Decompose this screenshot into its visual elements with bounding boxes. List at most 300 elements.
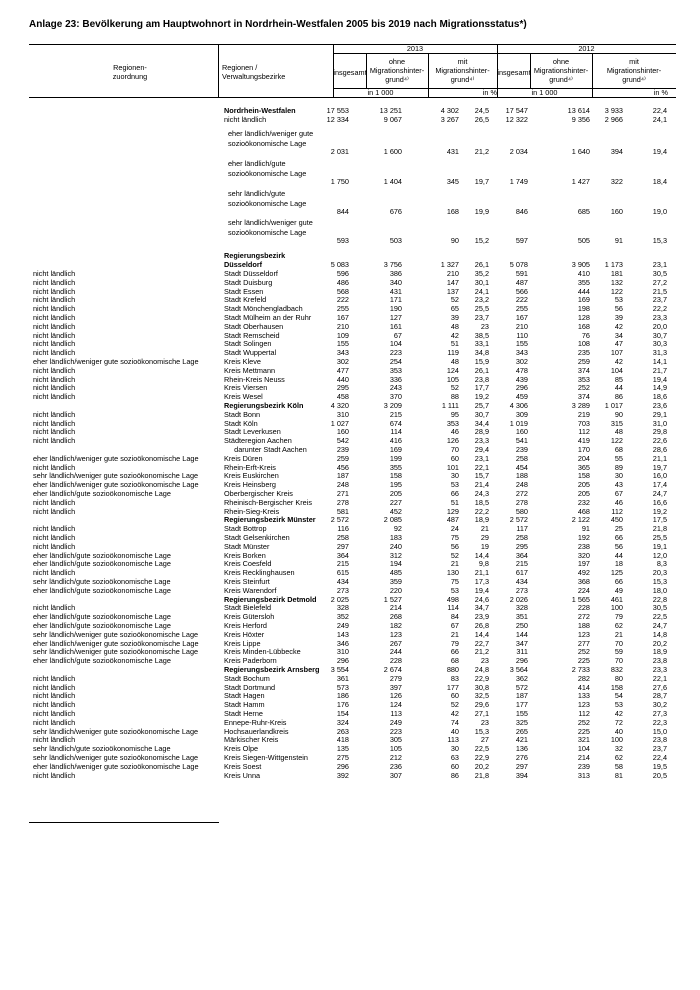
cell-value: 313 bbox=[577, 770, 590, 780]
cell-value: 100 bbox=[610, 603, 623, 613]
cell-value: 23,7 bbox=[474, 313, 489, 322]
cell-zuordnung: nicht ländlich bbox=[33, 770, 76, 780]
cell-value: 272 bbox=[515, 489, 528, 498]
cell-value: 68 bbox=[450, 656, 459, 666]
cell-value: 20,0 bbox=[652, 321, 667, 331]
cell-value: 21 bbox=[450, 629, 459, 639]
cell-value: 18,9 bbox=[474, 515, 489, 525]
cell-value: 22,2 bbox=[652, 304, 667, 314]
cell-value: 23,6 bbox=[652, 401, 667, 410]
cell-value: 431 bbox=[389, 286, 402, 296]
cell-value: 15,0 bbox=[652, 726, 667, 736]
cell-value: 222 bbox=[336, 295, 349, 305]
cell-value: 361 bbox=[336, 673, 349, 683]
cell-value: 244 bbox=[389, 647, 402, 657]
cell-value: 210 bbox=[515, 321, 528, 331]
cell-value: 110 bbox=[516, 330, 528, 340]
cell-region: Stadt Gelsenkirchen bbox=[224, 533, 290, 542]
table-row-values bbox=[0, 480, 700, 489]
cell-zuordnung: nicht ländlich bbox=[33, 348, 76, 358]
cell-value: 67 bbox=[450, 621, 459, 630]
table-row-values bbox=[0, 762, 700, 771]
cell-value: 615 bbox=[336, 568, 349, 578]
cell-region: Kreis Soest bbox=[224, 761, 262, 771]
cell-value: 468 bbox=[577, 506, 590, 516]
cell-value: 91 bbox=[581, 524, 590, 534]
cell-value: 24,3 bbox=[474, 489, 489, 498]
cell-value: 80 bbox=[614, 673, 623, 683]
cell-region: Kreis Steinfurt bbox=[224, 577, 270, 586]
cell-value: 215 bbox=[389, 409, 402, 419]
cell-value: 46 bbox=[614, 497, 623, 507]
cell-value: 310 bbox=[336, 647, 349, 657]
header-insgesamt-2012: insgesamt bbox=[497, 68, 531, 77]
cell-value: 17 553 bbox=[326, 106, 349, 115]
cell-value: 278 bbox=[515, 497, 528, 507]
table-row-values bbox=[0, 621, 700, 630]
table-row-values bbox=[0, 665, 700, 674]
cell-value: 126 bbox=[389, 691, 402, 701]
cell-value: 75 bbox=[450, 533, 459, 542]
cell-region: Nordrhein-Westfalen bbox=[224, 106, 296, 115]
cell-value: 9 356 bbox=[571, 115, 590, 124]
table-row-values bbox=[0, 559, 700, 568]
cell-value: 23,8 bbox=[652, 656, 667, 666]
cell-value: 23,9 bbox=[474, 612, 489, 622]
header-ohne-2012: ohne Migrationshinter- grund⁴⁾ bbox=[533, 57, 589, 84]
cell-value: 252 bbox=[577, 647, 590, 657]
cell-value: 122 bbox=[610, 436, 623, 446]
cell-region: Regierungsbezirk Detmold bbox=[224, 594, 317, 604]
cell-value: 258 bbox=[515, 533, 528, 542]
cell-region: Stadt Bonn bbox=[224, 409, 261, 419]
cell-value: 168 bbox=[446, 207, 459, 216]
cell-value: 26,1 bbox=[474, 365, 489, 375]
cell-value: 128 bbox=[577, 313, 590, 322]
cell-value: 143 bbox=[336, 629, 349, 639]
cell-value: 232 bbox=[577, 497, 590, 507]
cell-value: 109 bbox=[336, 330, 349, 340]
cell-zuordnung: nicht ländlich bbox=[33, 603, 76, 613]
cell-value: 133 bbox=[577, 691, 590, 701]
cell-value: 23,3 bbox=[652, 665, 667, 674]
cell-zuordnung: sehr ländlich/gute sozioökonomische Lage bbox=[33, 744, 171, 754]
table-row-values bbox=[0, 304, 700, 313]
cell-value: 273 bbox=[515, 585, 528, 595]
table-row-values bbox=[0, 586, 700, 595]
cell-value: 18,6 bbox=[652, 392, 667, 402]
cell-value: 15,7 bbox=[474, 471, 489, 481]
table-row-values bbox=[0, 366, 700, 375]
cell-value: 3 267 bbox=[440, 115, 459, 124]
cell-value: 1 327 bbox=[440, 260, 459, 269]
table-row-values bbox=[0, 524, 700, 533]
cell-region: Kreis Düren bbox=[224, 453, 263, 463]
cell-zuordnung: nicht ländlich bbox=[33, 418, 76, 428]
cell-region: Kreis Mettmann bbox=[224, 365, 276, 375]
header-unit-pct-2013: in % bbox=[482, 88, 497, 97]
cell-value: 67 bbox=[393, 330, 402, 340]
table-row-values bbox=[0, 691, 700, 700]
cell-value: 214 bbox=[577, 753, 590, 762]
cell-value: 19,0 bbox=[652, 207, 667, 216]
cell-value: 66 bbox=[450, 647, 459, 657]
cell-zuordnung: eher ländlich/weniger gute sozioökonomische Lage bbox=[33, 638, 199, 648]
cell-value: 311 bbox=[516, 647, 528, 657]
cell-region: Stadt Hagen bbox=[224, 691, 265, 701]
cell-value: 42 bbox=[450, 709, 459, 718]
cell-value: 70 bbox=[450, 445, 459, 454]
cell-value: 22,4 bbox=[652, 753, 667, 762]
cell-region: Stadt Krefeld bbox=[224, 295, 267, 305]
cell-value: 22,1 bbox=[652, 673, 667, 683]
cell-value: 33,1 bbox=[474, 339, 489, 349]
cell-value: 24,1 bbox=[474, 286, 489, 296]
cell-value: 90 bbox=[614, 409, 623, 419]
cell-value: 24,7 bbox=[652, 621, 667, 630]
cell-value: 34,4 bbox=[474, 418, 489, 428]
cell-value: 320 bbox=[577, 550, 590, 560]
cell-value: 505 bbox=[577, 236, 590, 245]
cell-value: 34,7 bbox=[474, 603, 489, 613]
cell-value: 38,5 bbox=[474, 330, 489, 340]
table-row-values bbox=[0, 419, 700, 428]
cell-value: 56 bbox=[450, 541, 459, 551]
cell-value: 13 251 bbox=[379, 106, 402, 115]
cell-value: 23 bbox=[480, 717, 489, 727]
cell-value: 83 bbox=[450, 673, 459, 683]
cell-value: 15,2 bbox=[474, 236, 489, 245]
cell-value: 158 bbox=[389, 471, 402, 481]
cell-value: 19,7 bbox=[652, 462, 667, 472]
cell-value: 42 bbox=[450, 330, 459, 340]
cell-value: 68 bbox=[614, 445, 623, 454]
cell-value: 188 bbox=[515, 471, 528, 481]
cell-value: 328 bbox=[336, 603, 349, 613]
bottom-rule bbox=[29, 822, 218, 823]
cell-value: 21 bbox=[614, 629, 623, 639]
table-row-values bbox=[0, 630, 700, 639]
cell-value: 17,4 bbox=[652, 480, 667, 490]
cell-value: 392 bbox=[336, 770, 349, 780]
table-row-values bbox=[0, 577, 700, 586]
cell-value: 31,0 bbox=[652, 418, 667, 428]
cell-region: Kreis Coesfeld bbox=[224, 559, 272, 569]
cell-value: 104 bbox=[389, 339, 402, 349]
cell-value: 22,5 bbox=[652, 612, 667, 622]
cell-value: 421 bbox=[515, 735, 528, 745]
cell-value: 23,2 bbox=[474, 295, 489, 305]
cell-value: 44 bbox=[614, 550, 623, 560]
table-row-values bbox=[0, 639, 700, 648]
cell-value: 444 bbox=[577, 286, 590, 296]
cell-value: 228 bbox=[577, 603, 590, 613]
cell-value: 268 bbox=[389, 612, 402, 622]
cell-value: 23,8 bbox=[474, 374, 489, 384]
table-row-values bbox=[0, 427, 700, 436]
cell-value: 123 bbox=[577, 629, 590, 639]
table-row-values bbox=[0, 709, 700, 718]
cell-value: 188 bbox=[577, 621, 590, 630]
cell-value: 14,4 bbox=[474, 550, 489, 560]
cell-value: 9,8 bbox=[478, 559, 489, 569]
cell-zuordnung: sehr ländlich/weniger gute sozioökonomische Lage bbox=[33, 753, 199, 762]
cell-value: 28,7 bbox=[652, 691, 667, 701]
cell-value: 3 756 bbox=[383, 260, 402, 269]
cell-value: 227 bbox=[389, 497, 402, 507]
cell-value: 13 614 bbox=[567, 106, 590, 115]
cell-value: 1 640 bbox=[571, 147, 590, 156]
cell-zuordnung: eher ländlich/gute sozioökonomische Lage bbox=[33, 559, 171, 569]
cell-zuordnung: nicht ländlich bbox=[33, 462, 76, 472]
cell-value: 79 bbox=[614, 612, 623, 622]
cell-value: 62 bbox=[614, 753, 623, 762]
cell-value: 194 bbox=[389, 559, 402, 569]
cell-value: 307 bbox=[389, 770, 402, 780]
cell-value: 492 bbox=[577, 568, 590, 578]
cell-region: eher ländlich/gute bbox=[228, 159, 286, 168]
table-row-values bbox=[0, 401, 700, 410]
cell-value: 48 bbox=[450, 357, 459, 366]
cell-value: 42 bbox=[614, 357, 623, 366]
cell-value: 23,1 bbox=[652, 260, 667, 269]
cell-value: 3 209 bbox=[383, 401, 402, 410]
cell-value: 1 750 bbox=[330, 177, 349, 186]
cell-region: Stadt Münster bbox=[224, 541, 270, 551]
cell-value: 66 bbox=[614, 533, 623, 542]
cell-value: 325 bbox=[515, 717, 528, 727]
cell-value: 155 bbox=[515, 709, 528, 718]
cell-value: 236 bbox=[389, 761, 402, 771]
cell-value: 239 bbox=[515, 445, 528, 454]
cell-value: 1 111 bbox=[441, 401, 459, 410]
cell-value: 123 bbox=[577, 700, 590, 710]
table-row-values bbox=[0, 207, 700, 216]
header-unit-abs-2012: in 1 000 bbox=[531, 88, 558, 97]
header-ohne-2013: ohne Migrationshinter- grund⁴⁾ bbox=[369, 57, 425, 84]
cell-value: 135 bbox=[336, 744, 349, 754]
table-row-values bbox=[0, 753, 700, 762]
cell-value: 249 bbox=[336, 621, 349, 630]
cell-value: 27,6 bbox=[652, 682, 667, 692]
cell-value: 258 bbox=[336, 533, 349, 542]
cell-value: 95 bbox=[450, 409, 459, 419]
cell-value: 355 bbox=[577, 277, 590, 287]
cell-value: 21 bbox=[450, 559, 459, 569]
cell-value: 1 527 bbox=[383, 594, 402, 604]
cell-value: 353 bbox=[446, 418, 459, 428]
cell-value: 386 bbox=[389, 269, 402, 278]
cell-value: 593 bbox=[336, 236, 349, 245]
cell-value: 15,3 bbox=[474, 726, 489, 736]
cell-value: 297 bbox=[515, 761, 528, 771]
cell-value: 76 bbox=[581, 330, 590, 340]
cell-zuordnung: eher ländlich/gute sozioökonomische Lage bbox=[33, 656, 171, 666]
cell-value: 74 bbox=[450, 717, 459, 727]
cell-value: 591 bbox=[515, 269, 528, 278]
cell-value: 272 bbox=[577, 612, 590, 622]
cell-value: 581 bbox=[336, 506, 349, 516]
cell-value: 343 bbox=[515, 348, 528, 358]
cell-value: 461 bbox=[610, 594, 623, 604]
cell-value: 29,6 bbox=[474, 700, 489, 710]
cell-value: 65 bbox=[450, 304, 459, 314]
cell-value: 21,4 bbox=[474, 480, 489, 490]
cell-value: 321 bbox=[577, 735, 590, 745]
cell-value: 355 bbox=[389, 462, 402, 472]
cell-value: 21,2 bbox=[474, 647, 489, 657]
page-title: Anlage 23: Bevölkerung am Hauptwohnort in Nordrhein-Westfalen 2005 bis 2019 nach Migrationsstatus*) bbox=[29, 19, 527, 30]
cell-value: 29,4 bbox=[474, 445, 489, 454]
cell-value: 248 bbox=[336, 480, 349, 490]
cell-region: Stadt Bochum bbox=[224, 673, 270, 683]
cell-zuordnung: nicht ländlich bbox=[33, 682, 76, 692]
cell-value: 28,9 bbox=[474, 427, 489, 437]
cell-value: 315 bbox=[610, 418, 623, 428]
cell-zuordnung: nicht ländlich bbox=[33, 383, 76, 393]
cell-value: 132 bbox=[610, 277, 623, 287]
cell-value: 22,3 bbox=[652, 717, 667, 727]
cell-value: 265 bbox=[515, 726, 528, 736]
cell-value: 25,5 bbox=[652, 533, 667, 542]
cell-value: 431 bbox=[446, 147, 459, 156]
cell-region: Rheinisch-Bergischer Kreis bbox=[224, 497, 313, 507]
cell-zuordnung: sehr ländlich/weniger gute sozioökonomische Lage bbox=[33, 471, 199, 481]
cell-value: 19,1 bbox=[652, 541, 667, 551]
cell-zuordnung: nicht ländlich bbox=[33, 717, 76, 727]
cell-value: 16,6 bbox=[652, 497, 667, 507]
cell-value: 155 bbox=[336, 339, 349, 349]
cell-region: Kreis Recklinghausen bbox=[224, 568, 295, 578]
cell-region: sozioökonomische Lage bbox=[228, 228, 307, 237]
cell-value: 249 bbox=[389, 717, 402, 727]
cell-value: 3 564 bbox=[509, 665, 528, 674]
cell-value: 59 bbox=[614, 647, 623, 657]
cell-value: 48 bbox=[614, 427, 623, 437]
cell-region: Hochsauerlandkreis bbox=[224, 726, 289, 736]
cell-value: 19,4 bbox=[474, 585, 489, 595]
cell-region: Kreis Unna bbox=[224, 770, 261, 780]
cell-value: 259 bbox=[336, 453, 349, 463]
cell-zuordnung: eher ländlich/gute sozioökonomische Lage bbox=[33, 550, 171, 560]
cell-value: 23,7 bbox=[652, 744, 667, 754]
cell-region: Stadt Remscheid bbox=[224, 330, 280, 340]
cell-zuordnung: nicht ländlich bbox=[33, 286, 76, 296]
cell-value: 31,3 bbox=[652, 348, 667, 358]
cell-value: 127 bbox=[389, 313, 402, 322]
cell-value: 394 bbox=[515, 770, 528, 780]
table-row bbox=[0, 189, 700, 198]
cell-value: 170 bbox=[577, 445, 590, 454]
cell-value: 2 026 bbox=[509, 594, 528, 604]
cell-value: 123 bbox=[389, 629, 402, 639]
cell-value: 844 bbox=[336, 207, 349, 216]
cell-value: 53 bbox=[614, 700, 623, 710]
cell-value: 17,5 bbox=[652, 515, 667, 525]
cell-value: 161 bbox=[389, 321, 402, 331]
cell-value: 53 bbox=[614, 295, 623, 305]
cell-value: 17,7 bbox=[474, 383, 489, 393]
cell-value: 147 bbox=[446, 277, 459, 287]
cell-value: 39 bbox=[450, 313, 459, 322]
cell-value: 312 bbox=[389, 550, 402, 560]
cell-value: 29 bbox=[480, 533, 489, 542]
cell-value: 410 bbox=[577, 269, 590, 278]
cell-value: 674 bbox=[389, 418, 402, 428]
table-row-values bbox=[0, 410, 700, 419]
table-row-values bbox=[0, 595, 700, 604]
cell-value: 22,6 bbox=[652, 436, 667, 446]
cell-zuordnung: eher ländlich/weniger gute sozioökonomische Lage bbox=[33, 761, 199, 771]
cell-value: 478 bbox=[515, 365, 528, 375]
cell-value: 296 bbox=[336, 761, 349, 771]
cell-value: 295 bbox=[336, 383, 349, 393]
cell-value: 25,5 bbox=[474, 304, 489, 314]
cell-value: 113 bbox=[447, 735, 459, 745]
cell-value: 112 bbox=[578, 427, 590, 437]
cell-zuordnung: nicht ländlich bbox=[33, 524, 76, 534]
cell-value: 214 bbox=[389, 603, 402, 613]
cell-zuordnung: nicht ländlich bbox=[33, 436, 76, 446]
region-col-rule bbox=[218, 822, 219, 823]
cell-value: 4 306 bbox=[509, 401, 528, 410]
header-unit-abs-2013: in 1 000 bbox=[367, 88, 394, 97]
cell-zuordnung: sehr ländlich/weniger gute sozioökonomische Lage bbox=[33, 726, 199, 736]
cell-value: 30,5 bbox=[652, 603, 667, 613]
cell-value: 34 bbox=[614, 330, 623, 340]
cell-value: 276 bbox=[515, 753, 528, 762]
cell-value: 9 067 bbox=[383, 115, 402, 124]
cell-value: 114 bbox=[390, 427, 402, 437]
cell-value: 235 bbox=[577, 348, 590, 358]
cell-value: 210 bbox=[336, 321, 349, 331]
cell-region: Stadt Oberhausen bbox=[224, 321, 284, 331]
cell-value: 1 173 bbox=[604, 260, 623, 269]
cell-value: 108 bbox=[577, 339, 590, 349]
table-row-values bbox=[0, 647, 700, 656]
cell-value: 279 bbox=[389, 673, 402, 683]
cell-region: Stadt Hamm bbox=[224, 700, 265, 710]
cell-value: 28,6 bbox=[652, 445, 667, 454]
cell-value: 4 320 bbox=[330, 401, 349, 410]
cell-value: 30 bbox=[614, 471, 623, 481]
cell-value: 703 bbox=[577, 418, 590, 428]
cell-value: 566 bbox=[515, 286, 528, 296]
cell-zuordnung: nicht ländlich bbox=[33, 374, 76, 384]
cell-value: 225 bbox=[577, 726, 590, 736]
cell-value: 23,3 bbox=[474, 436, 489, 446]
cell-value: 42 bbox=[614, 321, 623, 331]
cell-value: 210 bbox=[446, 269, 459, 278]
cell-value: 19,4 bbox=[652, 374, 667, 384]
header-bottom-rule bbox=[29, 97, 676, 98]
cell-value: 25 bbox=[614, 524, 623, 534]
cell-value: 20,2 bbox=[652, 638, 667, 648]
cell-value: 394 bbox=[610, 147, 623, 156]
table-row-values bbox=[0, 454, 700, 463]
cell-value: 250 bbox=[515, 621, 528, 630]
cell-value: 19,9 bbox=[474, 207, 489, 216]
cell-value: 117 bbox=[516, 524, 528, 534]
cell-value: 2 966 bbox=[604, 115, 623, 124]
cell-value: 70 bbox=[614, 656, 623, 666]
table-row-values bbox=[0, 313, 700, 322]
cell-value: 34,8 bbox=[474, 348, 489, 358]
cell-value: 255 bbox=[336, 304, 349, 314]
cell-value: 18,9 bbox=[652, 647, 667, 657]
cell-value: 267 bbox=[389, 638, 402, 648]
cell-value: 219 bbox=[577, 409, 590, 419]
